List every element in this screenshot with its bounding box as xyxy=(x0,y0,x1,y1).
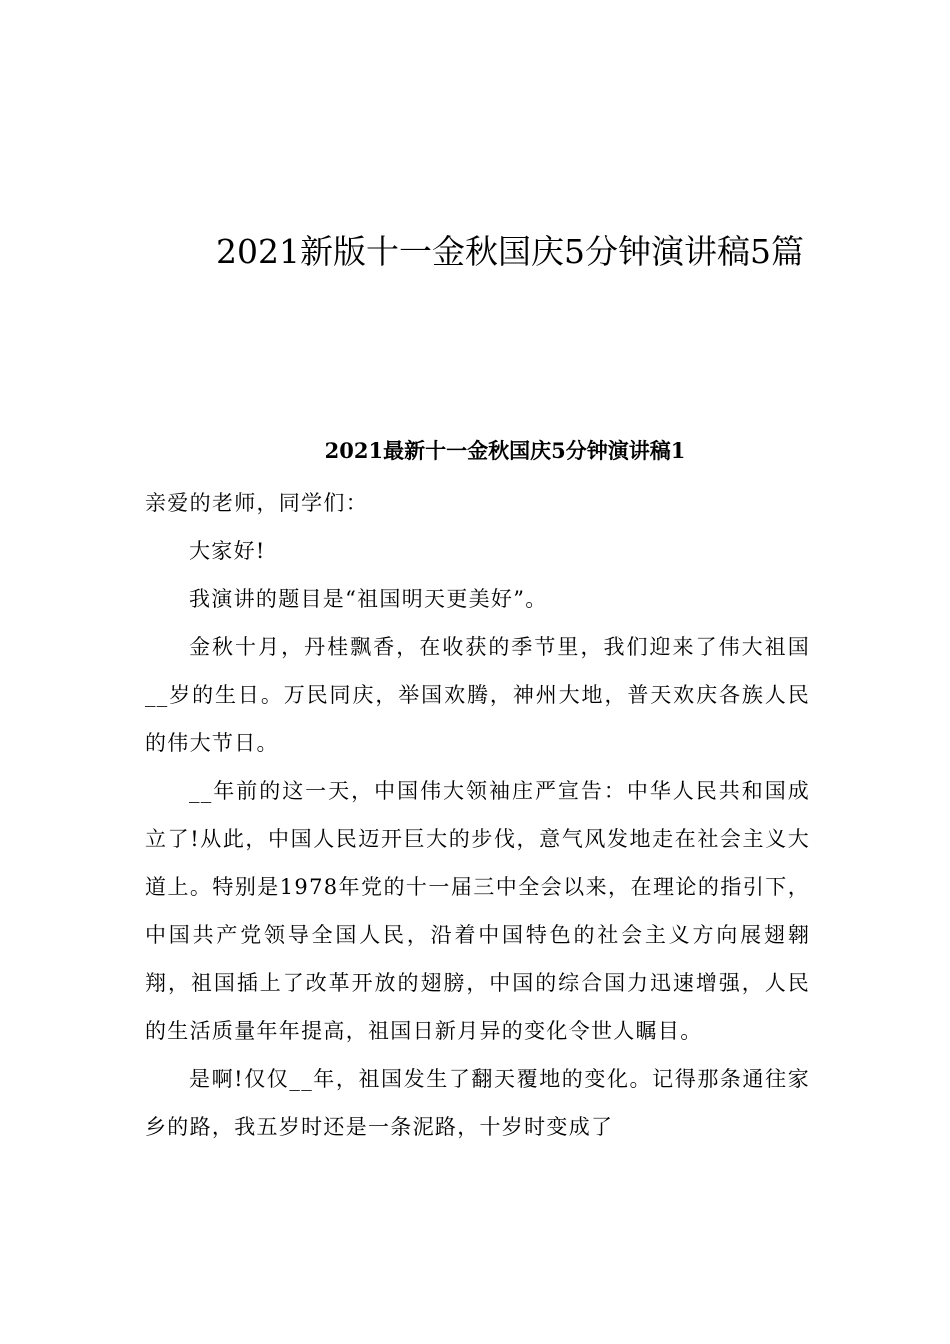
speech-body xyxy=(145,479,810,1151)
topic-paragraph: 我演讲的题目是“祖国明天更美好”。 xyxy=(189,587,548,611)
body-paragraph: 是啊!仅仅__年，祖国发生了翻天覆地的变化。记得那条通往家乡的路，我五岁时还是一条泥路，十岁时变成了 xyxy=(145,1067,810,1139)
salutation-paragraph: 亲爱的老师，同学们： xyxy=(145,491,368,515)
greeting-paragraph: 大家好! xyxy=(189,539,266,563)
body-paragraph: __年前的这一天，中国伟大领袖庄严宣告：中华人民共和国成立了!从此，中国人民迈开巨大的步伐，意气风发地走在社会主义大道上。特别是1978年党的十一届三中全会以来，在理论的指引下，中国共产党领导全国人民，沿着中国特色的社会主义方向展翅翱翔，祖国插上了改革开放的翅膀，中国的综合国力迅速增强，人民的生活质量年年提高，祖国日新月异的变化令世人瞩目。 xyxy=(145,779,810,1043)
body-paragraph: 金秋十月，丹桂飘香，在收获的季节里，我们迎来了伟大祖国__岁的生日。万民同庆，举国欢腾，神州大地，普天欢庆各族人民的伟大节日。 xyxy=(145,635,810,755)
document-title: 2021新版十一金秋国庆5分钟演讲稿5篇 xyxy=(216,232,804,271)
section-title: 2021最新十一金秋国庆5分钟演讲稿1 xyxy=(324,438,686,463)
